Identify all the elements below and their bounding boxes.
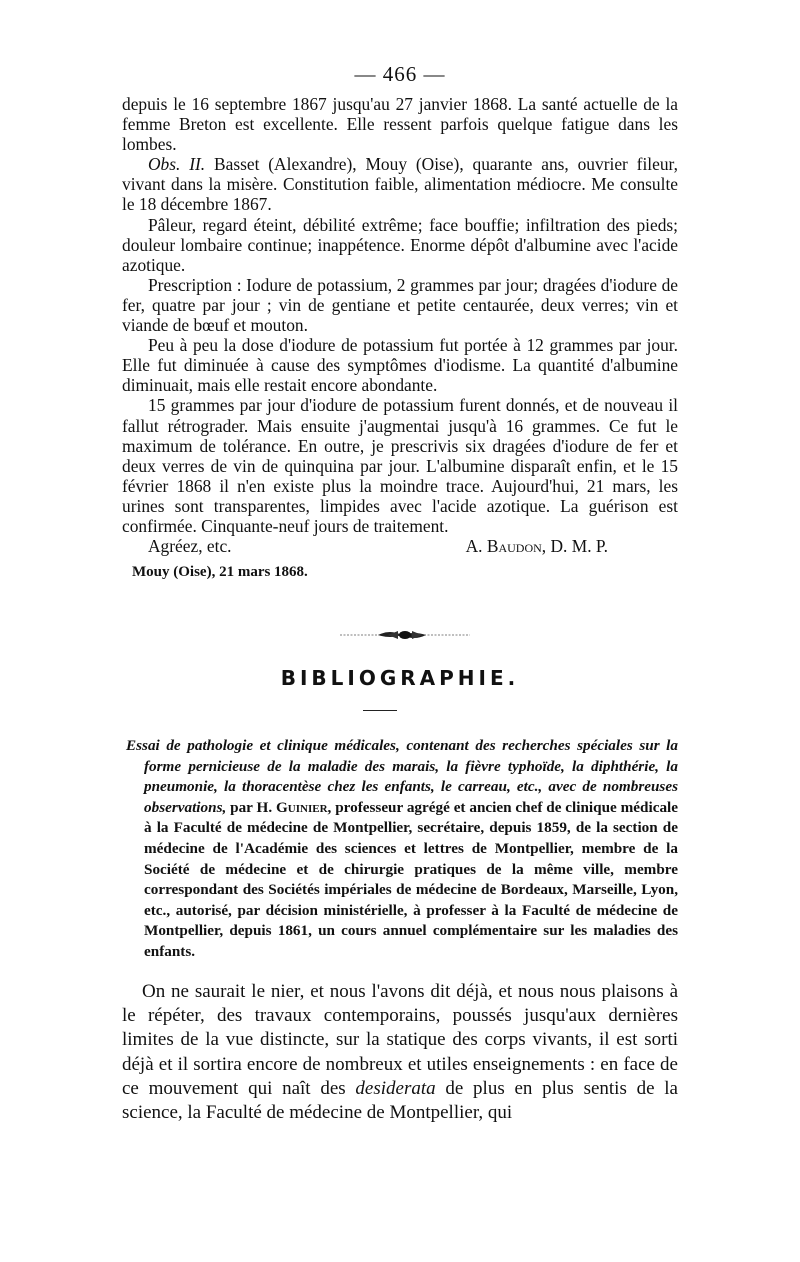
paragraph-text: depuis le 16 septembre 1867 jusqu'au 27 janvier 1868. La santé actuelle de la femme Breton est excellente. Elle ressent parfois quelque fatigue dans les lombes.	[122, 94, 678, 155]
paragraph-prescription	[122, 275, 678, 335]
emphasis-term: desiderata	[355, 1077, 436, 1099]
title-rule	[363, 710, 397, 711]
paragraph-text: Peu à peu la dose d'iodure de potassium fut portée à 12 grammes par jour. Elle fut diminuée à cause des symptômes d'iodisme. La quantité d'albumine diminuait, mais elle restait encore abondante.	[122, 335, 678, 396]
bibliographic-citation	[126, 736, 678, 963]
closing-formula: Agréez, etc.	[148, 536, 232, 557]
paragraph-text: On ne saurait le nier, et nous l'avons dit déjà, et nous nous plaisons à le répéter, des travaux contemporains, poussés jusqu'aux dernières limites de la vue distincte, sur la statique des corps vivants, il est sorti déjà et il sortira encore de nombreux et utiles enseignements : en face de ce mouvement qui naît des	[122, 981, 678, 1099]
letter-body	[122, 94, 678, 582]
paragraph-dose	[122, 335, 678, 395]
paragraph-treatment	[122, 395, 678, 536]
paragraph-text: 15 grammes par jour d'iodure de potassium furent donnés, et de nouveau il fallut rétrograder. Mais ensuite j'augmentai jusqu'à 16 grammes. Ce fut le maximum de tolérance. En outre, je prescrivis six dragées d'iodure de fer et deux verres de vin de quinquina par jour. L'albumine disparaît enfin, et le 15 février 1868 il n'en existe plus la moindre trace. Aujourd'hui, 21 mars, les urines sont transparentes, limpides avec l'acide azotique. La guérison est confirmée. Cinquante-neuf jours de traitement.	[122, 395, 678, 536]
page-number: — 466 —	[354, 62, 446, 86]
author-signature: A. Baudon, D. M. P.	[465, 536, 608, 557]
ornament-divider-icon	[340, 628, 470, 642]
paragraph-text: Pâleur, regard éteint, débilité extrême; face bouffie; infiltration des pieds; douleur lombaire continue; inappétence. Enorme dépôt d'albumine avec l'acide azotique.	[122, 214, 678, 275]
paragraph-text: Basset (Alexandre), Mouy (Oise), quarante ans, ouvrier fileur, vivant dans la misère. Constitution faible, alimentation médiocre. Me consulte le 18 décembre 1867.	[122, 154, 678, 215]
paragraph-continuation	[122, 94, 678, 154]
signature-row	[122, 536, 678, 556]
work-title: Essai de pathologie et clinique médicales, contenant des recherches spéciales sur la forme pernicieuse de la maladie des marais, la fièvre typhoïde, la diphthérie, la pneumonie, la thoracentèse chez les enfants, le carreau, etc., avec de nombreuses observations,	[126, 737, 678, 816]
section-title: BIBLIOGRAPHIE.	[280, 666, 520, 690]
observation-label: Obs. II.	[148, 154, 206, 175]
paragraph-text: de plus en plus sentis de la science, la Faculté de médecine de Montpellier, qui	[122, 1077, 678, 1124]
dateline: Mouy (Oise), 21 mars 1868.	[132, 564, 308, 581]
citation-by: par	[226, 798, 257, 816]
citation-author: H. Guinier	[256, 798, 328, 816]
review-paragraph	[122, 980, 678, 1125]
author-credentials: , professeur agrégé et ancien chef de clinique médicale à la Faculté de médecine de Montpellier, secrétaire, depuis 1859, de la section de médecine de l'Académie des sciences et lettres de Montpellier, membre de la Société de médecine et de chirurgie pratiques de la même ville, membre correspondant des Sociétés impériales de médecine de Bordeaux, Marseille, Lyon, etc., autorisé, par décision ministérielle, à professer à la Faculté de médecine de Montpellier, depuis 1861, un cours annuel complémentaire sur les maladies des enfants.	[144, 798, 678, 960]
paragraph-observation	[122, 154, 678, 214]
paragraph-symptoms	[122, 215, 678, 275]
paragraph-text: Prescription : Iodure de potassium, 2 grammes par jour; dragées d'iodure de fer, quatre par jour ; vin de gentiane et petite centaurée, deux verres; vin et viande de bœuf et mouton.	[122, 274, 678, 336]
